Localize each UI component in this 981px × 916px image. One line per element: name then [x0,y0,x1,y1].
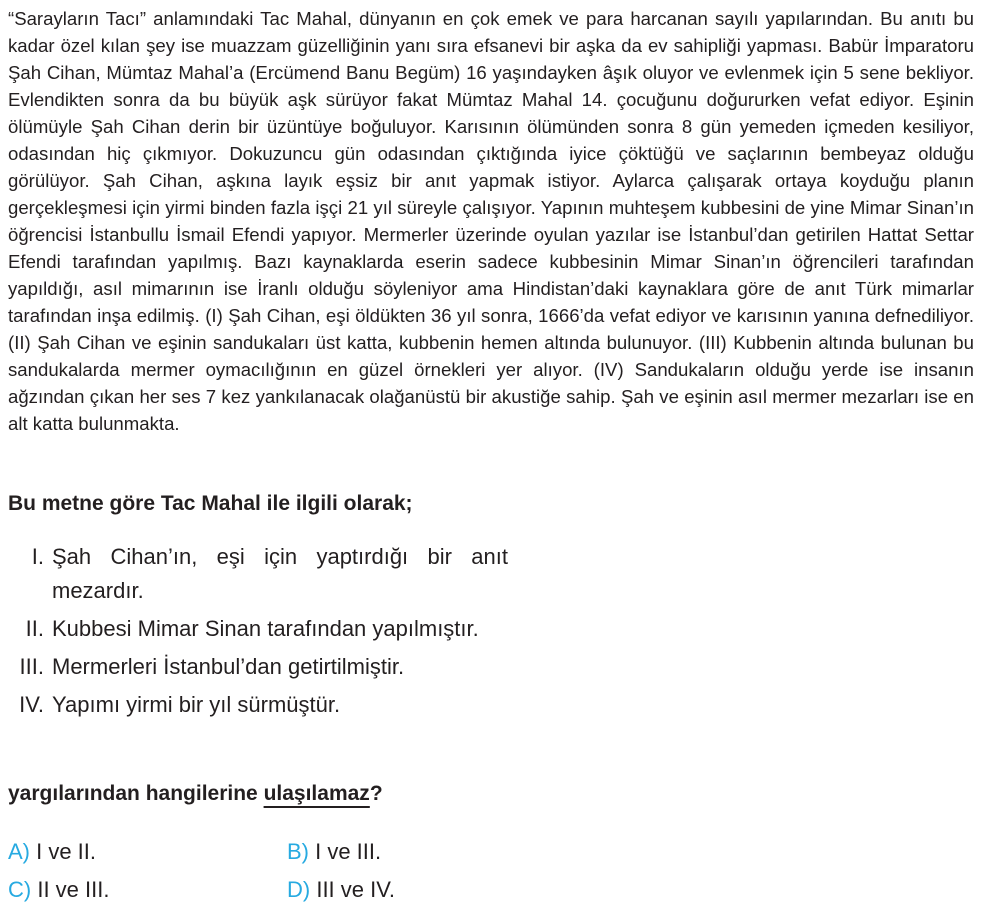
option-text: III ve IV. [310,877,396,902]
question-prompt-prefix: yargılarından hangilerine [8,782,264,805]
option-d[interactable] [287,876,395,904]
option-letter: C) [8,877,32,902]
statement-3 [8,650,508,684]
statement-number: II. [25,616,44,641]
statement-number: IV. [19,692,44,717]
question-prompt-suffix: ? [369,782,383,805]
statement-number: I. [31,544,44,569]
option-text: II ve III. [31,877,110,902]
question-prompt [8,782,383,806]
question-prompt-emphasis: ulaşılamaz [263,782,370,805]
statement-text: Kubbesi Mimar Sinan tarafından yapılmıştır. [52,616,479,641]
statement-text: Yapımı yirmi bir yıl sürmüştür. [52,692,341,717]
passage-text: “Sarayların Tacı” anlamındaki Tac Mahal, dünyanın en çok emek ve para harcanan sayılı yapılarından. Bu anıtı bu kadar özel kılan şey ise muazzam güzelliğinin yanı sıra efsanevi bir aşka da ev sahipliği yapması. Babür İmparatoru Şah Cihan, Mümtaz Mahal’a (Ercümend Banu Begüm) 16 yaşındayken âşık oluyor ve evlenmek için 5 sene bekliyor. Evlendikten sonra da bu büyük aşk sürüyor fakat Mümtaz Mahal 14. çocuğunu doğururken vefat ediyor. Eşinin ölümüyle Şah Cihan derin bir üzüntüye boğuluyor. Karısının ölümünden sonra 8 gün yemeden içmeden kesiliyor, odasından hiç çıkmıyor. Dokuzuncu gün odasından çıktığında iyice çöktüğü ve saçlarının bembeyaz olduğu görülüyor. Şah Cihan, aşkına layık eşsiz bir anıt yapmak istiyor. Aylarca çalışarak ortaya koyduğu planın gerçekleşmesi için yirmi binden fazla işçi 21 yıl süreyle çalışıyor. Yapının muhteşem kubbesini de yine Mimar Sinan’ın öğrencisi İstanbullu İsmail Efendi yapıyor. Mermerler üzerinde oyulan yazılar ise İstanbul’dan getirilen Hattat Settar Efendi tarafından yapılmış. Bazı kaynaklarda eserin sadece kubbesinin Mimar Sinan’ın öğrencileri tarafından yapıldığı, asıl mimarının ise İranlı olduğu söyleniyor ama Hindistan’daki kaynaklara göre de anıt Türk mimarlar tarafından inşa edilmiş. (I) Şah Cihan, eşi öldükten 36 yıl sonra, 1666’da vefat ediyor ve karısının yanına defnediliyor. (II) Şah Cihan ve eşinin sandukaları üst katta, kubbenin hemen altında bulunuyor. (III) Kubbenin altında bulunan bu sandukalarda mermer oymacılığının en güzel örnekleri yer alıyor. (IV) Sandukaların olduğu yerde ise insanın ağzından çıkan her ses 7 kez yankılanacak olağanüstü bir akustiğe sahip. Şah ve eşinin asıl mermer mezarları ise en alt katta bulunmakta. [8,8,974,434]
option-text: I ve II. [30,839,97,864]
statement-text: Mermerleri İstanbul’dan getirtilmiştir. [52,654,405,679]
option-letter: A) [8,839,30,864]
option-a[interactable] [8,838,96,866]
statement-4 [8,688,508,722]
option-b[interactable] [287,838,381,866]
question-stem: Bu metne göre Tac Mahal ile ilgili olarak; [8,492,413,515]
option-letter: B) [287,839,309,864]
statement-text: Şah Cihan’ın, eşi için yaptırdığı bir anıt mezardır. [52,544,508,603]
option-letter: D) [287,877,311,902]
option-c[interactable] [8,876,109,904]
statement-number: III. [19,654,44,679]
statement-1 [8,540,508,608]
option-text: I ve III. [309,839,382,864]
statement-list [8,540,508,726]
statement-2 [8,612,508,646]
